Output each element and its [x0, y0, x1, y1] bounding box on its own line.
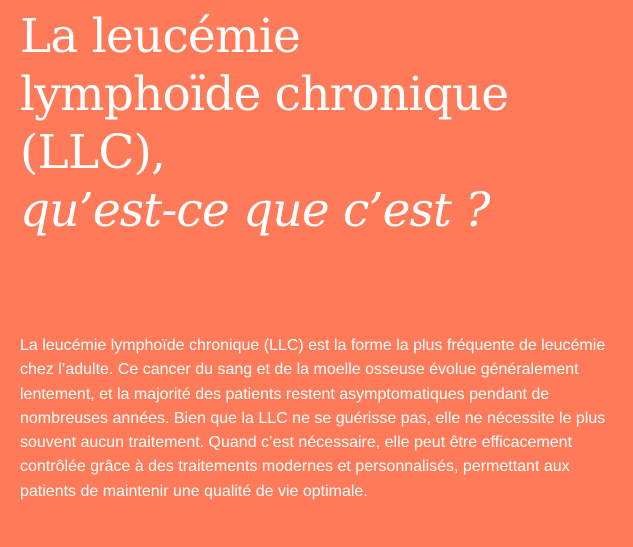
title-line-4-italic: qu’est-ce que c’est ?: [20, 183, 490, 238]
title-line-3: (LLC),: [20, 125, 166, 180]
intro-paragraph: La leucémie lymphoïde chronique (LLC) est la forme la plus fréquente de leucémie chez l’adulte. Ce cancer du sang et de la moelle osseuse évolue généralement lentement, et la majorité des patients restent asymptomatiques pendant de nombreuses années. Bien que la LLC ne se guérisse pas, elle ne nécessite le plus souvent aucun traitement. Quand c’est nécessaire, elle peut être efficacement contrôlée grâce à des traitements modernes et personnalisés, permettant aux patients de maintenir une qualité de vie optimale.: [20, 337, 606, 500]
content-section: [20, 0, 620, 500]
title-line-1: La leucémie: [20, 9, 301, 64]
page-title: [20, 0, 620, 240]
title-line-2: lymphoïde chronique: [20, 67, 509, 122]
